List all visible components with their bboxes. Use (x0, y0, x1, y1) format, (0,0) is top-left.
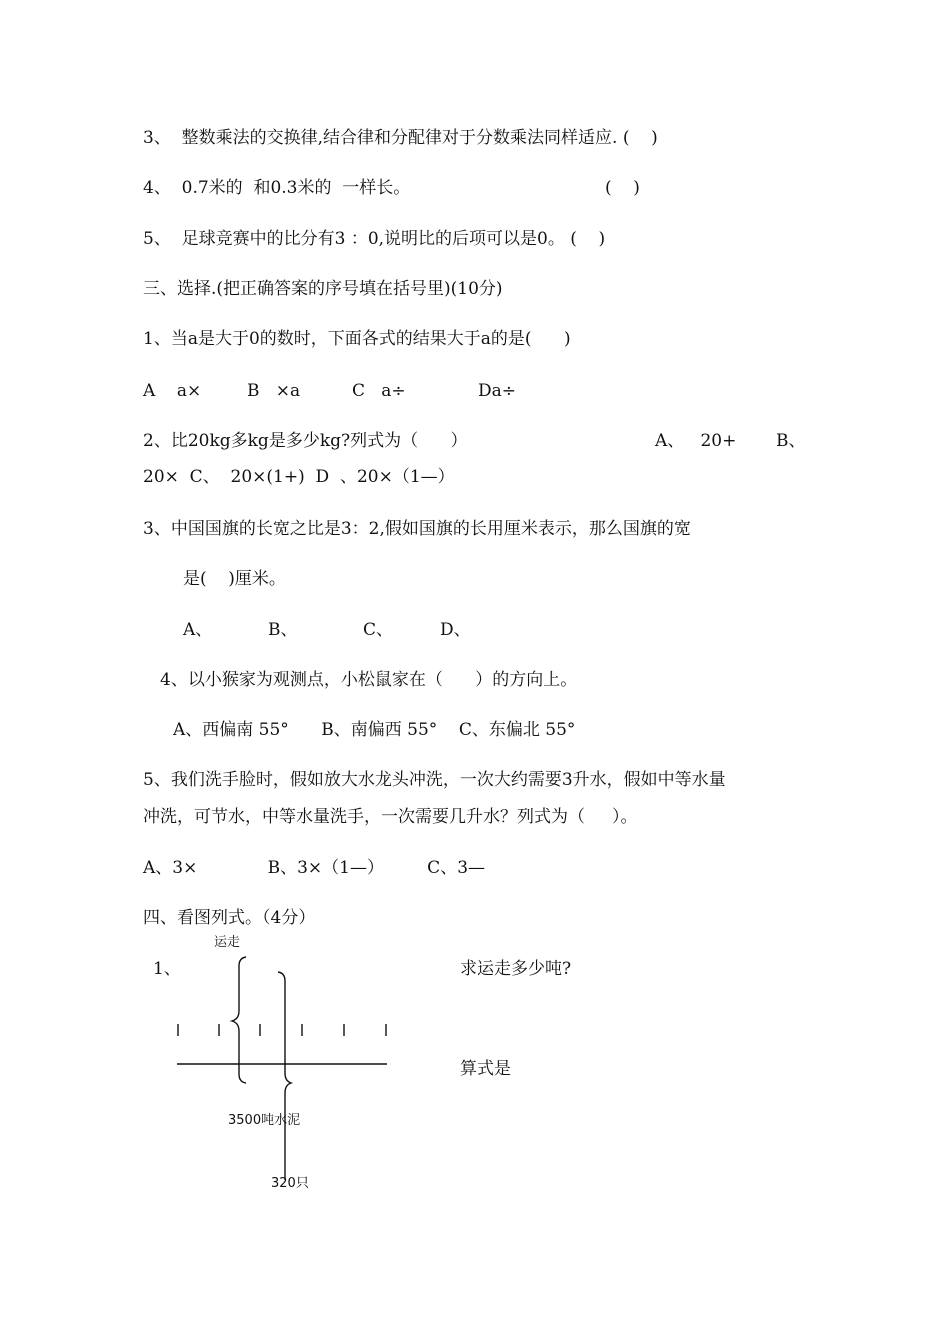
question-4-options: A、西偏南 55° B、南偏西 55° C、东偏北 55° (173, 720, 576, 740)
question-3-option-b: B、 (268, 620, 298, 640)
figure-bottom-label: 3500吨水泥 (228, 1113, 301, 1128)
question-2-option-a: A、 20+ (655, 431, 737, 451)
judge-item-4-paren: ( ) (605, 178, 640, 198)
question-2-options-line-2: 20× C、 20×(1+) D 、20×（1—） (143, 467, 455, 487)
question-4: 4、以小猴家为观测点，小松鼠家在（ ）的方向上。 (160, 670, 578, 690)
right-brace (278, 972, 291, 1180)
question-3-option-d: D、 (440, 620, 471, 640)
question-3: 3、中国国旗的长宽之比是3：2,假如国旗的长用厘米表示，那么国旗的宽 (143, 519, 691, 539)
question-1: 1、当a是大于0的数时，下面各式的结果大于a的是( ) (143, 329, 571, 349)
figure-question-text: 求运走多少吨? (460, 959, 572, 979)
question-3-line-2: 是( )厘米。 (183, 569, 286, 589)
question-1-option-a: A a× (143, 381, 202, 401)
question-5-line-2: 冲洗，可节水，中等水量洗手，一次需要几升水？列式为（ ）。 (143, 807, 638, 827)
section-4-title: 四、看图列式。（4分） (143, 908, 316, 928)
question-2-option-b: B、 (776, 431, 806, 451)
judge-item-5: 5、 足球竞赛中的比分有3 ：0,说明比的后项可以是0。 ( ) (143, 229, 606, 249)
figure-top-label: 运走 (214, 935, 241, 950)
judge-item-4: 4、 0.7米的 和0.3米的 一样长。 (143, 178, 411, 198)
figure-formula-label: 算式是 (460, 1059, 511, 1079)
question-1-option-b: B ×a (247, 381, 301, 401)
section-3-title: 三、选择.(把正确答案的序号填在括号里)(10分) (143, 279, 503, 299)
figure-lowest-label: 320只 (271, 1176, 309, 1191)
question-1-option-d: Da÷ (478, 381, 517, 401)
question-1-option-c: C a÷ (352, 381, 406, 401)
question-3-option-a: A、 (183, 620, 213, 640)
question-5-options: A、3× B、3×（1—） C、3— (143, 858, 486, 878)
question-3-option-c: C、 (363, 620, 394, 640)
figure-question-number: 1、 (153, 959, 181, 979)
judge-item-3: 3、 整数乘法的交换律,结合律和分配律对于分数乘法同样适应. ( ) (143, 128, 658, 148)
question-5: 5、我们洗手脸时，假如放大水龙头冲洗，一次大约需要3升水，假如中等水量 (143, 770, 726, 790)
question-2: 2、比20kg多kg是多少kg?列式为（ ） (143, 431, 468, 451)
